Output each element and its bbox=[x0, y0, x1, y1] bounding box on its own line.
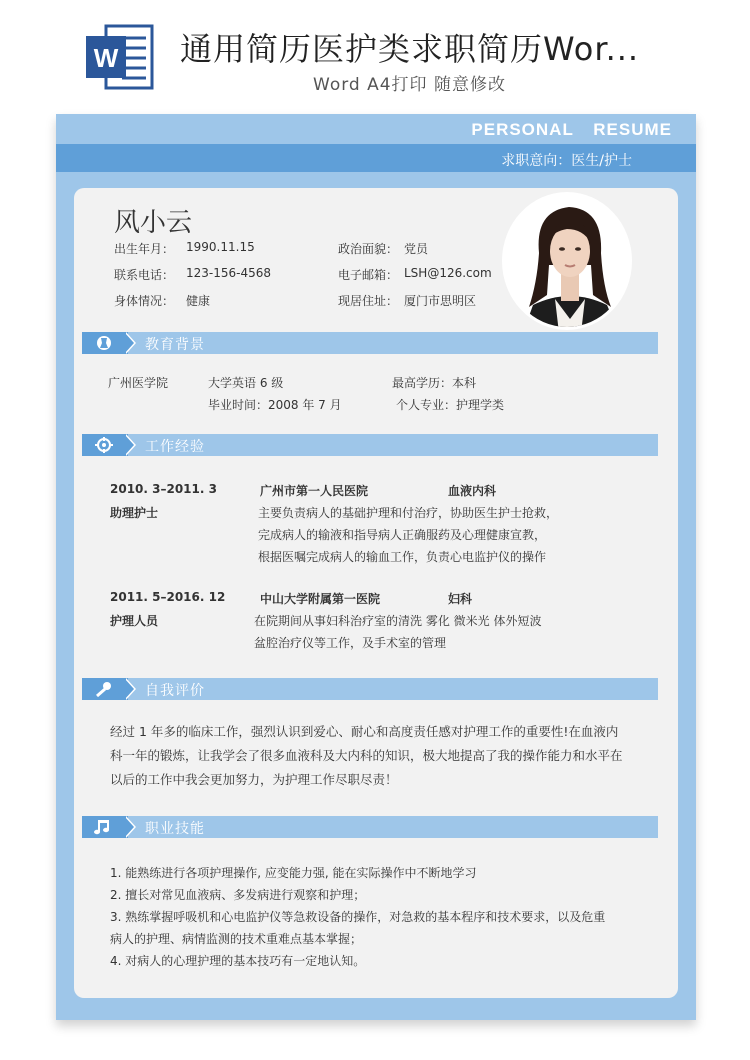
job2-role: 护理人员 bbox=[110, 614, 159, 628]
job-intent: 求职意向：医生/护士 bbox=[501, 153, 632, 169]
job-intent-bar bbox=[56, 144, 696, 172]
job1-org: 广州市第一人民医院 bbox=[260, 484, 369, 498]
profile-photo bbox=[502, 192, 632, 330]
info-birth: 出生年月： 1990.11.15 bbox=[114, 240, 255, 256]
job2-dept: 妇科 bbox=[448, 592, 473, 606]
resume-page bbox=[56, 114, 696, 1020]
resume-header bbox=[56, 114, 696, 144]
work-section-bar bbox=[82, 434, 658, 456]
music-note-icon bbox=[92, 819, 116, 835]
job2-period: 2011. 5–2016. 12 bbox=[110, 590, 226, 604]
job1-duty: 完成病人的输液和指导病人正确服药及心理健康宣教， bbox=[258, 528, 547, 542]
info-phone: 联系电话： 123-156-4568 bbox=[114, 266, 272, 282]
info-address: 现居住址： 厦门市思明区 bbox=[338, 294, 477, 308]
self-eval-title: 自我评价 bbox=[145, 683, 205, 699]
skill-item: 2. 擅长对常见血液病、多发病进行观察和护理； bbox=[110, 888, 366, 902]
job2-duty: 盆腔治疗仪等工作，及手术室的管理 bbox=[254, 636, 447, 650]
skills-section-bar bbox=[82, 816, 658, 838]
education-icon bbox=[92, 335, 116, 351]
self-eval-text: 经过 1 年多的临床工作，强烈认识到爱心、耐心和高度责任感对护理工作的重要性!在血液内 科一年的锻炼，让我学会了很多血液科及大内科的知识，极大地提高了我的操作能力和水平在 以后的工作中我会更加努力，为护理工作尽职尽责！ bbox=[110, 724, 623, 787]
edu-degree: 最高学历：本科 bbox=[392, 376, 477, 390]
edu-major: 个人专业：护理学类 bbox=[396, 398, 505, 412]
skill-item: 1. 能熟练进行各项护理操作, 应变能力强, 能在实际操作中不断地学习 bbox=[110, 866, 477, 880]
edu-graduation: 毕业时间：2008 年 7 月 bbox=[208, 398, 342, 412]
word-document-icon bbox=[86, 22, 156, 92]
crosshair-icon bbox=[92, 437, 116, 453]
skill-item: 病人的护理、病情监测的技术重难点基本掌握； bbox=[110, 932, 363, 946]
file-banner bbox=[0, 0, 750, 108]
document-subtitle: Word A4打印 随意修改 bbox=[313, 75, 506, 95]
job2-org: 中山大学附属第一医院 bbox=[260, 592, 381, 606]
resume-card bbox=[74, 188, 678, 998]
job2-duty: 在院期间从事妇科治疗室的清洗 雾化 微米光 体外短波 bbox=[254, 614, 542, 628]
education-title: 教育背景 bbox=[145, 337, 205, 353]
skills-title: 职业技能 bbox=[145, 821, 205, 837]
edu-english: 大学英语 6 级 bbox=[208, 376, 284, 390]
info-email: 电子邮箱： LSH@126.com bbox=[338, 266, 492, 282]
document-title: 通用简历医护类求职简历Wor... bbox=[180, 30, 640, 68]
job1-duty: 根据医嘱完成病人的输血工作，负责心电监护仪的操作 bbox=[258, 550, 547, 564]
edu-school: 广州医学院 bbox=[108, 376, 169, 390]
job1-period: 2010. 3–2011. 3 bbox=[110, 482, 217, 496]
skill-item: 4. 对病人的心理护理的基本技巧有一定地认知。 bbox=[110, 954, 366, 968]
info-health: 身体情况： 健康 bbox=[114, 294, 211, 308]
microphone-icon bbox=[92, 681, 116, 697]
portrait-illustration bbox=[505, 195, 632, 330]
skill-item: 3. 熟练掌握呼吸机和心电监护仪等急救设备的操作，对急救的基本程序和技术要求，以及危重 bbox=[110, 910, 606, 924]
job1-dept: 血液内科 bbox=[448, 484, 497, 498]
job1-role: 助理护士 bbox=[110, 506, 159, 520]
candidate-name: 风小云 bbox=[114, 208, 193, 238]
info-politics: 政治面貌： 党员 bbox=[338, 242, 429, 256]
personal-resume-heading: PERSONAL RESUME bbox=[471, 120, 672, 139]
job1-duty: 主要负责病人的基础护理和付治疗，协助医生护士抢救， bbox=[258, 506, 559, 520]
self-eval-section-bar bbox=[82, 678, 658, 700]
work-title: 工作经验 bbox=[145, 439, 205, 455]
svg-text:W: W bbox=[93, 43, 119, 73]
education-section-bar bbox=[82, 332, 658, 354]
